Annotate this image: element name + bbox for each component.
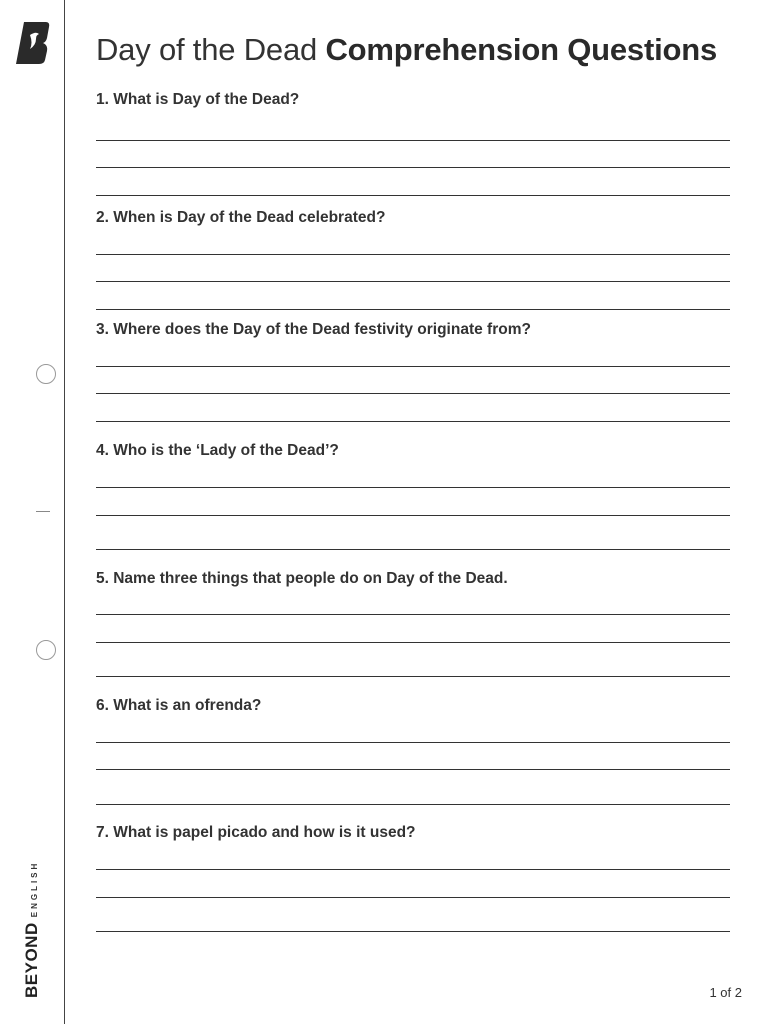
- question-text: 4. Who is the ‘Lady of the Dead’?: [96, 442, 339, 459]
- question-3: [96, 321, 730, 339]
- question-text: 7. What is papel picado and how is it used?: [96, 824, 416, 841]
- brand-name: BEYOND: [22, 922, 41, 998]
- answer-line[interactable]: [96, 931, 730, 932]
- title-bold: Comprehension Questions: [325, 32, 718, 67]
- beyond-logo-icon: [16, 22, 50, 64]
- answer-line[interactable]: [96, 421, 730, 422]
- margin-line: [64, 0, 65, 1024]
- answer-line[interactable]: [96, 140, 730, 141]
- question-4: [96, 442, 730, 460]
- brand-vertical: [22, 861, 42, 998]
- page-title: [96, 32, 717, 68]
- answer-line[interactable]: [96, 281, 730, 282]
- answer-line[interactable]: [96, 195, 730, 196]
- question-text: 3. Where does the Day of the Dead festivity originate from?: [96, 321, 531, 338]
- answer-line[interactable]: [96, 393, 730, 394]
- answer-line[interactable]: [96, 549, 730, 550]
- answer-line[interactable]: [96, 309, 730, 310]
- answer-line[interactable]: [96, 254, 730, 255]
- title-light: Day of the Dead: [96, 32, 318, 67]
- question-7: [96, 824, 730, 842]
- answer-line[interactable]: [96, 676, 730, 677]
- question-text: 5. Name three things that people do on Day of the Dead.: [96, 570, 508, 587]
- binder-hole-top: [36, 364, 56, 384]
- question-2: [96, 209, 730, 227]
- question-6: [96, 697, 730, 715]
- answer-line[interactable]: [96, 804, 730, 805]
- answer-line[interactable]: [96, 366, 730, 367]
- answer-line[interactable]: [96, 897, 730, 898]
- brand-sub: ENGLISH: [30, 860, 39, 918]
- page-number: 1 of 2: [709, 985, 742, 1000]
- answer-line[interactable]: [96, 769, 730, 770]
- answer-line[interactable]: [96, 614, 730, 615]
- answer-line[interactable]: [96, 167, 730, 168]
- question-text: 1. What is Day of the Dead?: [96, 91, 300, 108]
- question-text: 2. When is Day of the Dead celebrated?: [96, 209, 386, 226]
- answer-line[interactable]: [96, 515, 730, 516]
- answer-line[interactable]: [96, 869, 730, 870]
- question-5: [96, 570, 730, 588]
- fold-mark: [36, 511, 50, 512]
- question-1: [96, 91, 730, 109]
- answer-line[interactable]: [96, 742, 730, 743]
- binder-hole-bottom: [36, 640, 56, 660]
- answer-line[interactable]: [96, 487, 730, 488]
- question-text: 6. What is an ofrenda?: [96, 697, 262, 714]
- answer-line[interactable]: [96, 642, 730, 643]
